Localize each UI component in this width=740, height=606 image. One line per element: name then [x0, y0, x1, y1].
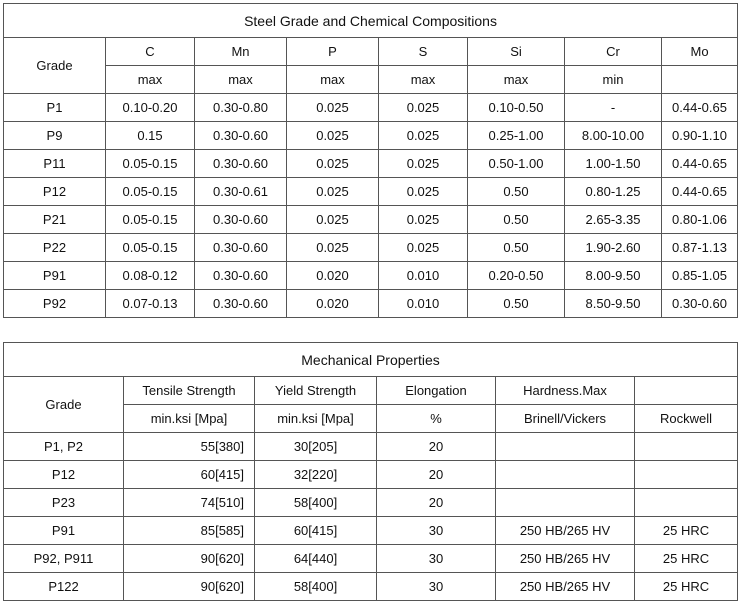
limit-cell: max — [195, 66, 287, 94]
value-cell: 8.50-9.50 — [565, 290, 662, 318]
value-cell: 0.50-1.00 — [468, 150, 565, 178]
value-cell: 0.025 — [379, 122, 468, 150]
value-cell: 8.00-9.50 — [565, 262, 662, 290]
limit-cell: max — [287, 66, 379, 94]
value-cell — [635, 461, 738, 489]
value-cell: 30 — [377, 545, 496, 573]
value-cell: 0.50 — [468, 206, 565, 234]
property-header: Tensile Strength — [124, 377, 255, 405]
value-cell: 0.10-0.20 — [106, 94, 195, 122]
unit-cell: % — [377, 405, 496, 433]
limit-cell: min — [565, 66, 662, 94]
value-cell: 0.025 — [379, 178, 468, 206]
value-cell: 250 HB/265 HV — [496, 573, 635, 601]
element-header: S — [379, 38, 468, 66]
table-row — [4, 262, 738, 290]
value-cell: 0.30-0.80 — [195, 94, 287, 122]
chemical-header-row — [4, 38, 738, 66]
value-cell: 85[585] — [124, 517, 255, 545]
mechanical-table-title: Mechanical Properties — [4, 343, 738, 377]
limit-cell: max — [106, 66, 195, 94]
grade-cell: P92, P911 — [4, 545, 124, 573]
table-row — [4, 573, 738, 601]
unit-cell: Brinell/Vickers — [496, 405, 635, 433]
value-cell: 0.010 — [379, 290, 468, 318]
table-row — [4, 234, 738, 262]
chemical-limit-row — [4, 66, 738, 94]
value-cell: 8.00-10.00 — [565, 122, 662, 150]
mechanical-properties-table — [3, 342, 738, 601]
value-cell: 0.025 — [379, 150, 468, 178]
grade-cell: P1 — [4, 94, 106, 122]
limit-cell: max — [379, 66, 468, 94]
value-cell: 0.25-1.00 — [468, 122, 565, 150]
value-cell: 0.025 — [287, 122, 379, 150]
value-cell: 0.20-0.50 — [468, 262, 565, 290]
value-cell: 25 HRC — [635, 517, 738, 545]
value-cell: 0.44-0.65 — [662, 150, 738, 178]
table-row — [4, 94, 738, 122]
value-cell — [496, 433, 635, 461]
grade-header: Grade — [4, 38, 106, 94]
grade-cell: P122 — [4, 573, 124, 601]
grade-header: Grade — [4, 377, 124, 433]
value-cell: 0.30-0.60 — [195, 206, 287, 234]
grade-cell: P12 — [4, 178, 106, 206]
value-cell: 25 HRC — [635, 545, 738, 573]
value-cell: 0.05-0.15 — [106, 234, 195, 262]
value-cell: 64[440] — [255, 545, 377, 573]
grade-cell: P12 — [4, 461, 124, 489]
value-cell: 58[400] — [255, 573, 377, 601]
value-cell: 20 — [377, 433, 496, 461]
value-cell: 30 — [377, 517, 496, 545]
value-cell: 0.020 — [287, 290, 379, 318]
unit-cell: min.ksi [Mpa] — [124, 405, 255, 433]
grade-cell: P91 — [4, 262, 106, 290]
limit-cell — [662, 66, 738, 94]
value-cell: 30 — [377, 573, 496, 601]
table-row — [4, 517, 738, 545]
table-row — [4, 433, 738, 461]
value-cell: 1.90-2.60 — [565, 234, 662, 262]
value-cell: 25 HRC — [635, 573, 738, 601]
value-cell: 0.05-0.15 — [106, 206, 195, 234]
element-header: Si — [468, 38, 565, 66]
value-cell: 2.65-3.35 — [565, 206, 662, 234]
value-cell: 0.08-0.12 — [106, 262, 195, 290]
value-cell: 0.30-0.60 — [195, 234, 287, 262]
value-cell: 0.05-0.15 — [106, 178, 195, 206]
value-cell: 0.025 — [287, 94, 379, 122]
value-cell: 0.80-1.06 — [662, 206, 738, 234]
value-cell: 0.025 — [379, 234, 468, 262]
value-cell: 250 HB/265 HV — [496, 517, 635, 545]
grade-cell: P21 — [4, 206, 106, 234]
value-cell: 0.44-0.65 — [662, 178, 738, 206]
value-cell: 0.10-0.50 — [468, 94, 565, 122]
value-cell: 0.025 — [287, 206, 379, 234]
value-cell: 0.87-1.13 — [662, 234, 738, 262]
unit-cell: min.ksi [Mpa] — [255, 405, 377, 433]
grade-cell: P91 — [4, 517, 124, 545]
grade-cell: P23 — [4, 489, 124, 517]
value-cell: 1.00-1.50 — [565, 150, 662, 178]
grade-cell: P22 — [4, 234, 106, 262]
value-cell: 55[380] — [124, 433, 255, 461]
table-row — [4, 290, 738, 318]
value-cell: 0.020 — [287, 262, 379, 290]
value-cell: 0.44-0.65 — [662, 94, 738, 122]
property-header: Hardness.Max — [496, 377, 635, 405]
element-header: P — [287, 38, 379, 66]
unit-cell: Rockwell — [635, 405, 738, 433]
value-cell: 0.025 — [287, 178, 379, 206]
chemical-table-title: Steel Grade and Chemical Compositions — [4, 4, 738, 38]
value-cell: 90[620] — [124, 573, 255, 601]
element-header: Cr — [565, 38, 662, 66]
value-cell: 30[205] — [255, 433, 377, 461]
value-cell: 0.50 — [468, 178, 565, 206]
element-header: Mo — [662, 38, 738, 66]
value-cell: 32[220] — [255, 461, 377, 489]
grade-cell: P1, P2 — [4, 433, 124, 461]
table-row — [4, 545, 738, 573]
value-cell: 74[510] — [124, 489, 255, 517]
table-row — [4, 178, 738, 206]
value-cell: 0.010 — [379, 262, 468, 290]
value-cell: 0.30-0.61 — [195, 178, 287, 206]
value-cell: 0.30-0.60 — [195, 150, 287, 178]
table-row — [4, 206, 738, 234]
limit-cell: max — [468, 66, 565, 94]
value-cell: 0.15 — [106, 122, 195, 150]
table-row — [4, 150, 738, 178]
value-cell: 0.30-0.60 — [195, 122, 287, 150]
value-cell: 0.05-0.15 — [106, 150, 195, 178]
value-cell: 0.025 — [379, 94, 468, 122]
value-cell: 0.50 — [468, 234, 565, 262]
grade-cell: P11 — [4, 150, 106, 178]
value-cell — [635, 489, 738, 517]
value-cell: 250 HB/265 HV — [496, 545, 635, 573]
value-cell: 0.025 — [379, 206, 468, 234]
table-row — [4, 489, 738, 517]
value-cell: 0.80-1.25 — [565, 178, 662, 206]
table-row — [4, 122, 738, 150]
value-cell: 0.85-1.05 — [662, 262, 738, 290]
value-cell: 0.50 — [468, 290, 565, 318]
value-cell: 0.025 — [287, 150, 379, 178]
value-cell: 0.90-1.10 — [662, 122, 738, 150]
property-header: Elongation — [377, 377, 496, 405]
value-cell: 20 — [377, 461, 496, 489]
table-row — [4, 461, 738, 489]
value-cell: 0.30-0.60 — [195, 262, 287, 290]
chemical-composition-table — [3, 3, 738, 318]
value-cell: 0.30-0.60 — [195, 290, 287, 318]
value-cell: 20 — [377, 489, 496, 517]
value-cell: 0.025 — [287, 234, 379, 262]
value-cell — [496, 489, 635, 517]
value-cell — [496, 461, 635, 489]
grade-cell: P9 — [4, 122, 106, 150]
property-header: Yield Strength — [255, 377, 377, 405]
element-header: Mn — [195, 38, 287, 66]
value-cell: 90[620] — [124, 545, 255, 573]
element-header: C — [106, 38, 195, 66]
value-cell: 0.30-0.60 — [662, 290, 738, 318]
mechanical-header-row — [4, 377, 738, 405]
property-header — [635, 377, 738, 405]
value-cell: 58[400] — [255, 489, 377, 517]
value-cell — [635, 433, 738, 461]
grade-cell: P92 — [4, 290, 106, 318]
value-cell: - — [565, 94, 662, 122]
value-cell: 0.07-0.13 — [106, 290, 195, 318]
value-cell: 60[415] — [255, 517, 377, 545]
value-cell: 60[415] — [124, 461, 255, 489]
